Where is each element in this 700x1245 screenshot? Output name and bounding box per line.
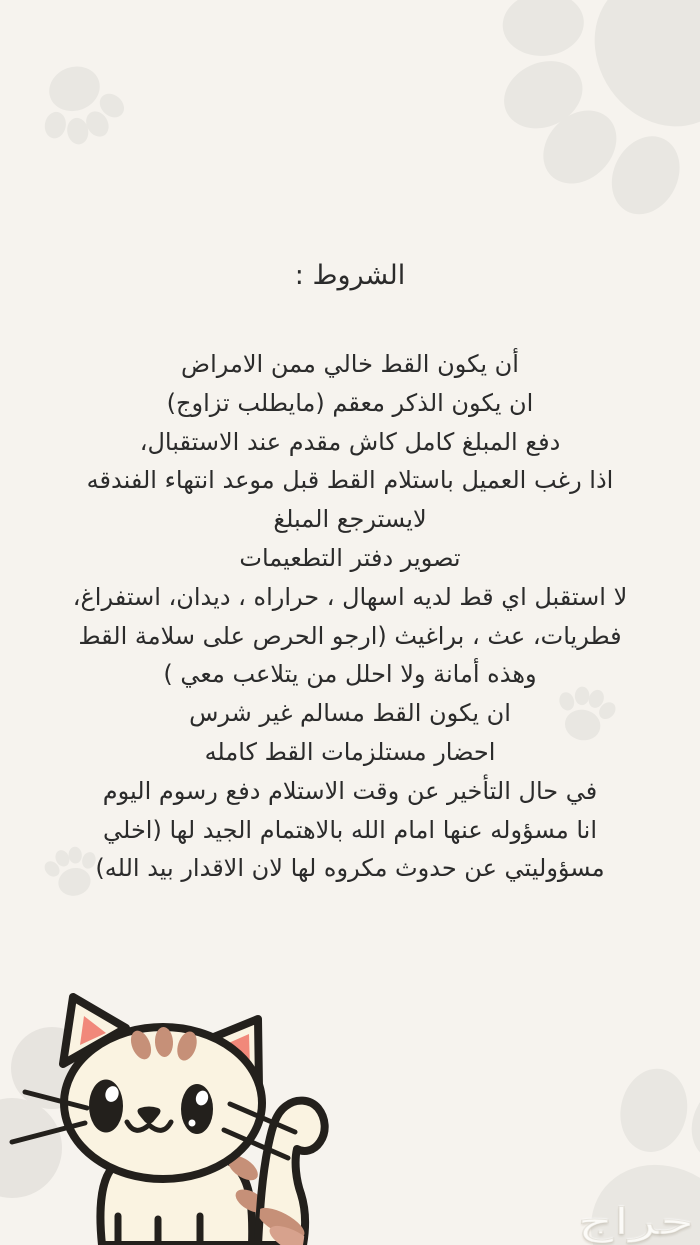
cat-illustration	[0, 982, 340, 1245]
condition-line: لايسترجع المبلغ	[273, 505, 427, 534]
condition-line: مسؤوليتي عن حدوث مكروه لها لان الاقدار بيد الله)	[95, 854, 605, 883]
conditions-title: الشروط :	[294, 260, 406, 291]
condition-line: تصوير دفتر التطعيمات	[239, 543, 461, 572]
paw-print-icon	[24, 53, 136, 157]
haraj-watermark: حراج	[577, 1202, 694, 1243]
condition-line: دفع المبلغ كامل كاش مقدم عند الاستقبال،	[139, 427, 561, 456]
condition-line: اذا رغب العميل باستلام القط قبل موعد انتهاء الفندقه	[86, 466, 614, 495]
condition-line: وهذه أمانة ولا احلل من يتلاعب معي )	[163, 660, 537, 689]
paw-print-icon	[445, 0, 700, 262]
condition-line: انا مسؤوله عنها امام الله بالاهتمام الجيد لها (اخلي	[103, 815, 597, 844]
condition-line: في حال التأخير عن وقت الاستلام دفع رسوم اليوم	[102, 776, 598, 805]
condition-line: أن يكون القط خالي ممن الامراض	[181, 350, 519, 378]
condition-line: ان يكون الذكر معقم (مايطلب تزاوج)	[166, 388, 534, 417]
condition-line: ان يكون القط مسالم غير شرس	[189, 699, 511, 728]
condition-line: لا استقبل اي قط لديه اسهال ، حراراه ، ديدان، استفراغ،	[72, 582, 628, 611]
condition-line: احضار مستلزمات القط كامله	[204, 737, 496, 766]
conditions-list	[14, 345, 686, 888]
condition-line: فطريات، عث ، براغيث (ارجو الحرص على سلامة القط	[78, 621, 622, 650]
